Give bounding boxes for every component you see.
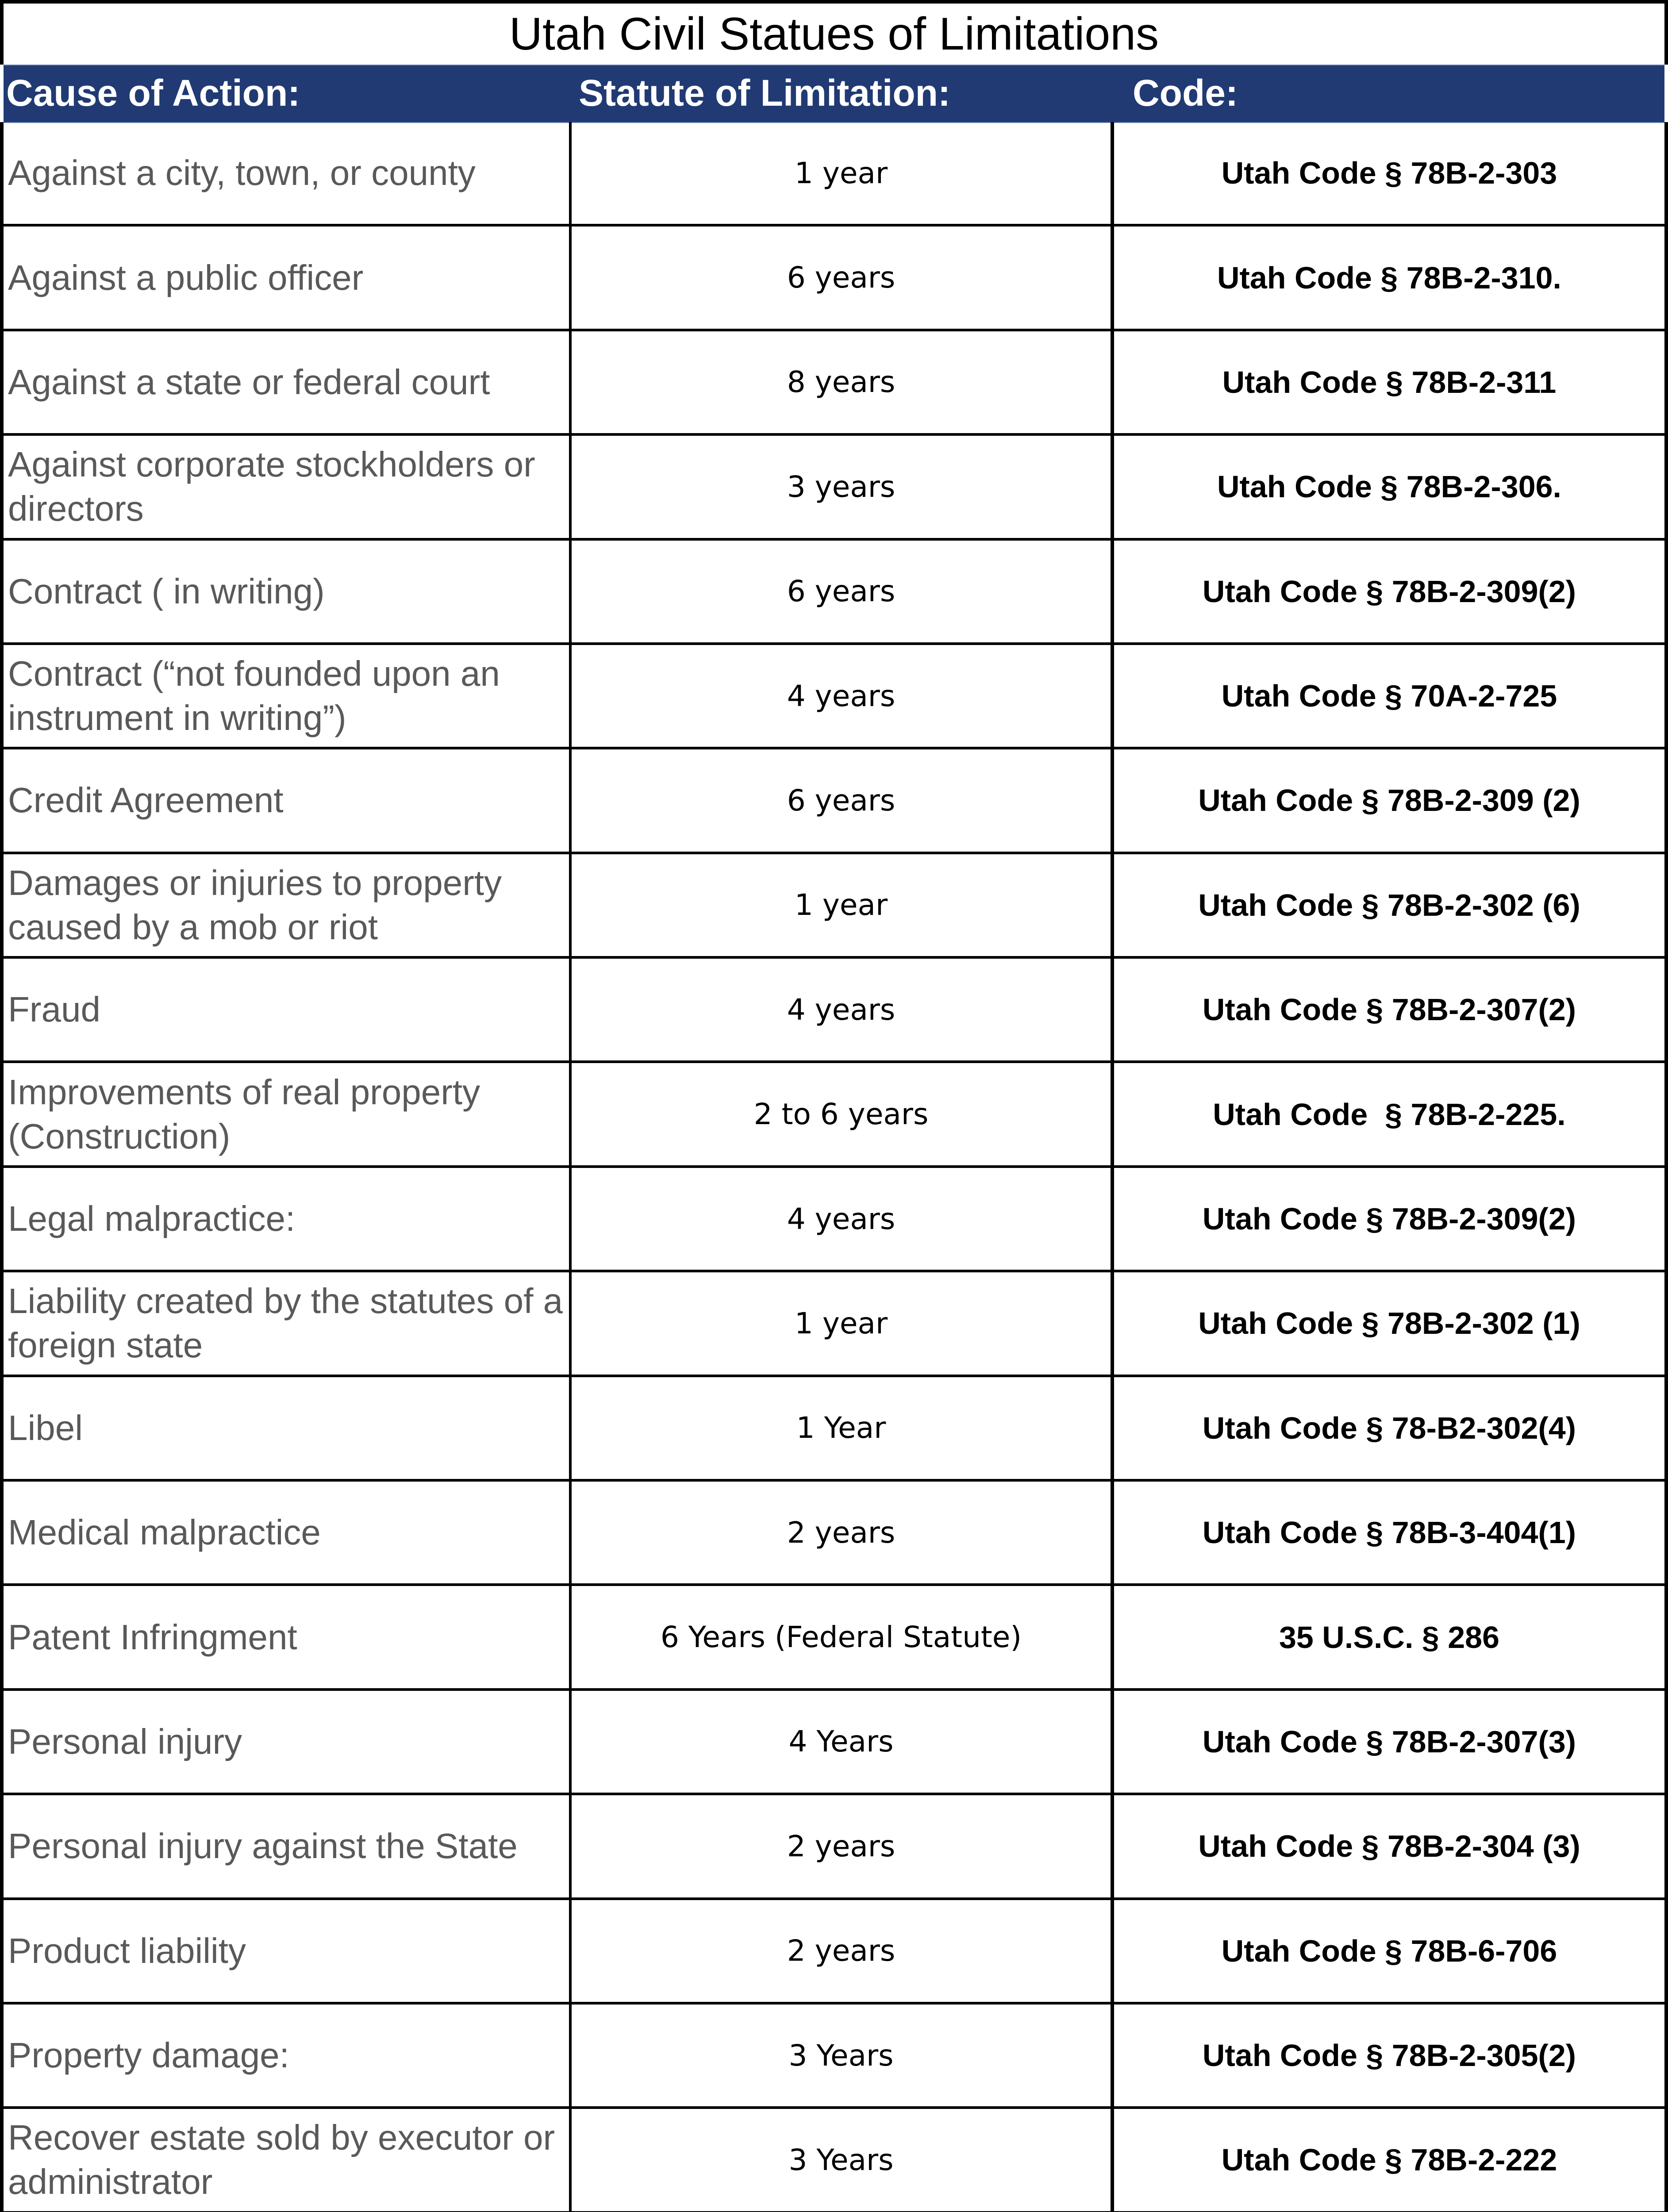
cause-cell: Personal injury xyxy=(4,1691,572,1793)
statute-cell: 4 Years xyxy=(572,1691,1114,1793)
cause-cell: Fraud xyxy=(4,959,572,1060)
table-row xyxy=(4,1795,1664,1900)
table-row xyxy=(4,1063,1664,1167)
code-cell: Utah Code § 78B-2-307(3) xyxy=(1202,1724,1576,1759)
cause-cell: Libel xyxy=(4,1377,572,1479)
statute-cell: 4 years xyxy=(572,959,1114,1060)
table-row xyxy=(4,331,1664,436)
code-cell: Utah Code § 78B-6-706 xyxy=(1221,1933,1557,1968)
page-title: Utah Civil Statues of Limitations xyxy=(0,4,1668,65)
table-row xyxy=(4,1272,1664,1377)
statute-cell: 6 years xyxy=(572,227,1114,328)
statute-cell: 4 years xyxy=(572,645,1114,747)
table-row xyxy=(4,122,1664,227)
statute-cell: 1 year xyxy=(572,854,1114,956)
code-cell: Utah Code § 78-B2-302(4) xyxy=(1202,1410,1576,1445)
cause-cell: Product liability xyxy=(4,1900,572,2002)
column-header-cause: Cause of Action: xyxy=(6,72,300,114)
table-row xyxy=(4,1900,1664,2005)
column-header-code: Code: xyxy=(1133,72,1238,114)
statute-cell: 3 Years xyxy=(572,2005,1114,2106)
statute-cell: 6 Years (Federal Statute) xyxy=(572,1586,1114,1688)
statute-cell: 2 years xyxy=(572,1900,1114,2002)
cause-cell: Contract (“not founded upon an instrument in writing”) xyxy=(4,645,572,747)
statute-cell: 1 year xyxy=(572,1272,1114,1374)
code-cell: Utah Code § 78B-2-311 xyxy=(1222,365,1557,399)
table-row xyxy=(4,436,1664,540)
table-row xyxy=(4,749,1664,854)
table-row xyxy=(4,1482,1664,1586)
statute-cell: 2 years xyxy=(572,1482,1114,1583)
cause-cell: Liability created by the statutes of a foreign state xyxy=(4,1272,572,1374)
table-header xyxy=(4,65,1664,123)
code-cell: Utah Code § 78B-2-303 xyxy=(1221,156,1557,191)
table-row xyxy=(4,1691,1664,1795)
code-cell: Utah Code § 78B-2-309(2) xyxy=(1202,1202,1576,1237)
code-cell: Utah Code § 78B-2-310. xyxy=(1217,260,1562,295)
code-cell: Utah Code § 78B-2-225. xyxy=(1213,1097,1566,1132)
code-cell: Utah Code § 78B-2-302 (6) xyxy=(1198,887,1580,922)
cause-cell: Patent Infringment xyxy=(4,1586,572,1688)
statute-cell: 2 years xyxy=(572,1795,1114,1897)
cause-cell: Damages or injuries to property caused by a mob or riot xyxy=(4,854,572,956)
code-cell: Utah Code § 70A-2-725 xyxy=(1221,679,1557,714)
table-row xyxy=(4,2109,1664,2212)
cause-cell: Property damage: xyxy=(4,2005,572,2106)
code-cell: 35 U.S.C. § 286 xyxy=(1279,1620,1500,1655)
statute-cell: 8 years xyxy=(572,331,1114,433)
statute-cell: 1 year xyxy=(572,122,1114,224)
statute-cell: 3 years xyxy=(572,436,1114,538)
cause-cell: Contract ( in writing) xyxy=(4,541,572,642)
code-cell: Utah Code § 78B-2-306. xyxy=(1217,469,1562,504)
code-cell: Utah Code § 78B-2-304 (3) xyxy=(1198,1829,1580,1864)
code-cell: Utah Code § 78B-2-305(2) xyxy=(1202,2038,1576,2073)
table-row xyxy=(4,1586,1664,1690)
cause-cell: Against a city, town, or county xyxy=(4,122,572,224)
table-row xyxy=(4,959,1664,1063)
statute-cell: 6 years xyxy=(572,749,1114,851)
code-cell: Utah Code § 78B-3-404(1) xyxy=(1202,1515,1576,1550)
cause-cell: Against a public officer xyxy=(4,227,572,328)
cause-cell: Credit Agreement xyxy=(4,749,572,851)
cause-cell: Legal malpractice: xyxy=(4,1168,572,1270)
cause-cell: Personal injury against the State xyxy=(4,1795,572,1897)
cause-cell: Improvements of real property (Construction) xyxy=(4,1063,572,1165)
code-cell: Utah Code § 78B-2-302 (1) xyxy=(1198,1306,1580,1341)
table-row xyxy=(4,1168,1664,1272)
code-cell: Utah Code § 78B-2-309 (2) xyxy=(1198,783,1580,818)
statute-cell: 2 to 6 years xyxy=(572,1063,1114,1165)
column-header-statute: Statute of Limitation: xyxy=(579,72,950,114)
statute-cell: 6 years xyxy=(572,541,1114,642)
table-row xyxy=(4,541,1664,645)
table-row xyxy=(4,645,1664,749)
table-body xyxy=(0,122,1668,2212)
statute-cell: 1 Year xyxy=(572,1377,1114,1479)
code-cell: Utah Code § 78B-2-309(2) xyxy=(1202,574,1576,609)
cause-cell: Recover estate sold by executor or administrator xyxy=(4,2109,572,2211)
code-cell: Utah Code § 78B-2-222 xyxy=(1221,2143,1557,2177)
table-row xyxy=(4,1377,1664,1482)
table-row xyxy=(4,854,1664,959)
cause-cell: Against corporate stockholders or directors xyxy=(4,436,572,538)
statute-cell: 4 years xyxy=(572,1168,1114,1270)
cause-cell: Medical malpractice xyxy=(4,1482,572,1583)
statute-cell: 3 Years xyxy=(572,2109,1114,2211)
cause-cell: Against a state or federal court xyxy=(4,331,572,433)
table-row xyxy=(4,227,1664,331)
code-cell: Utah Code § 78B-2-307(2) xyxy=(1202,992,1576,1027)
table-row xyxy=(4,2005,1664,2109)
